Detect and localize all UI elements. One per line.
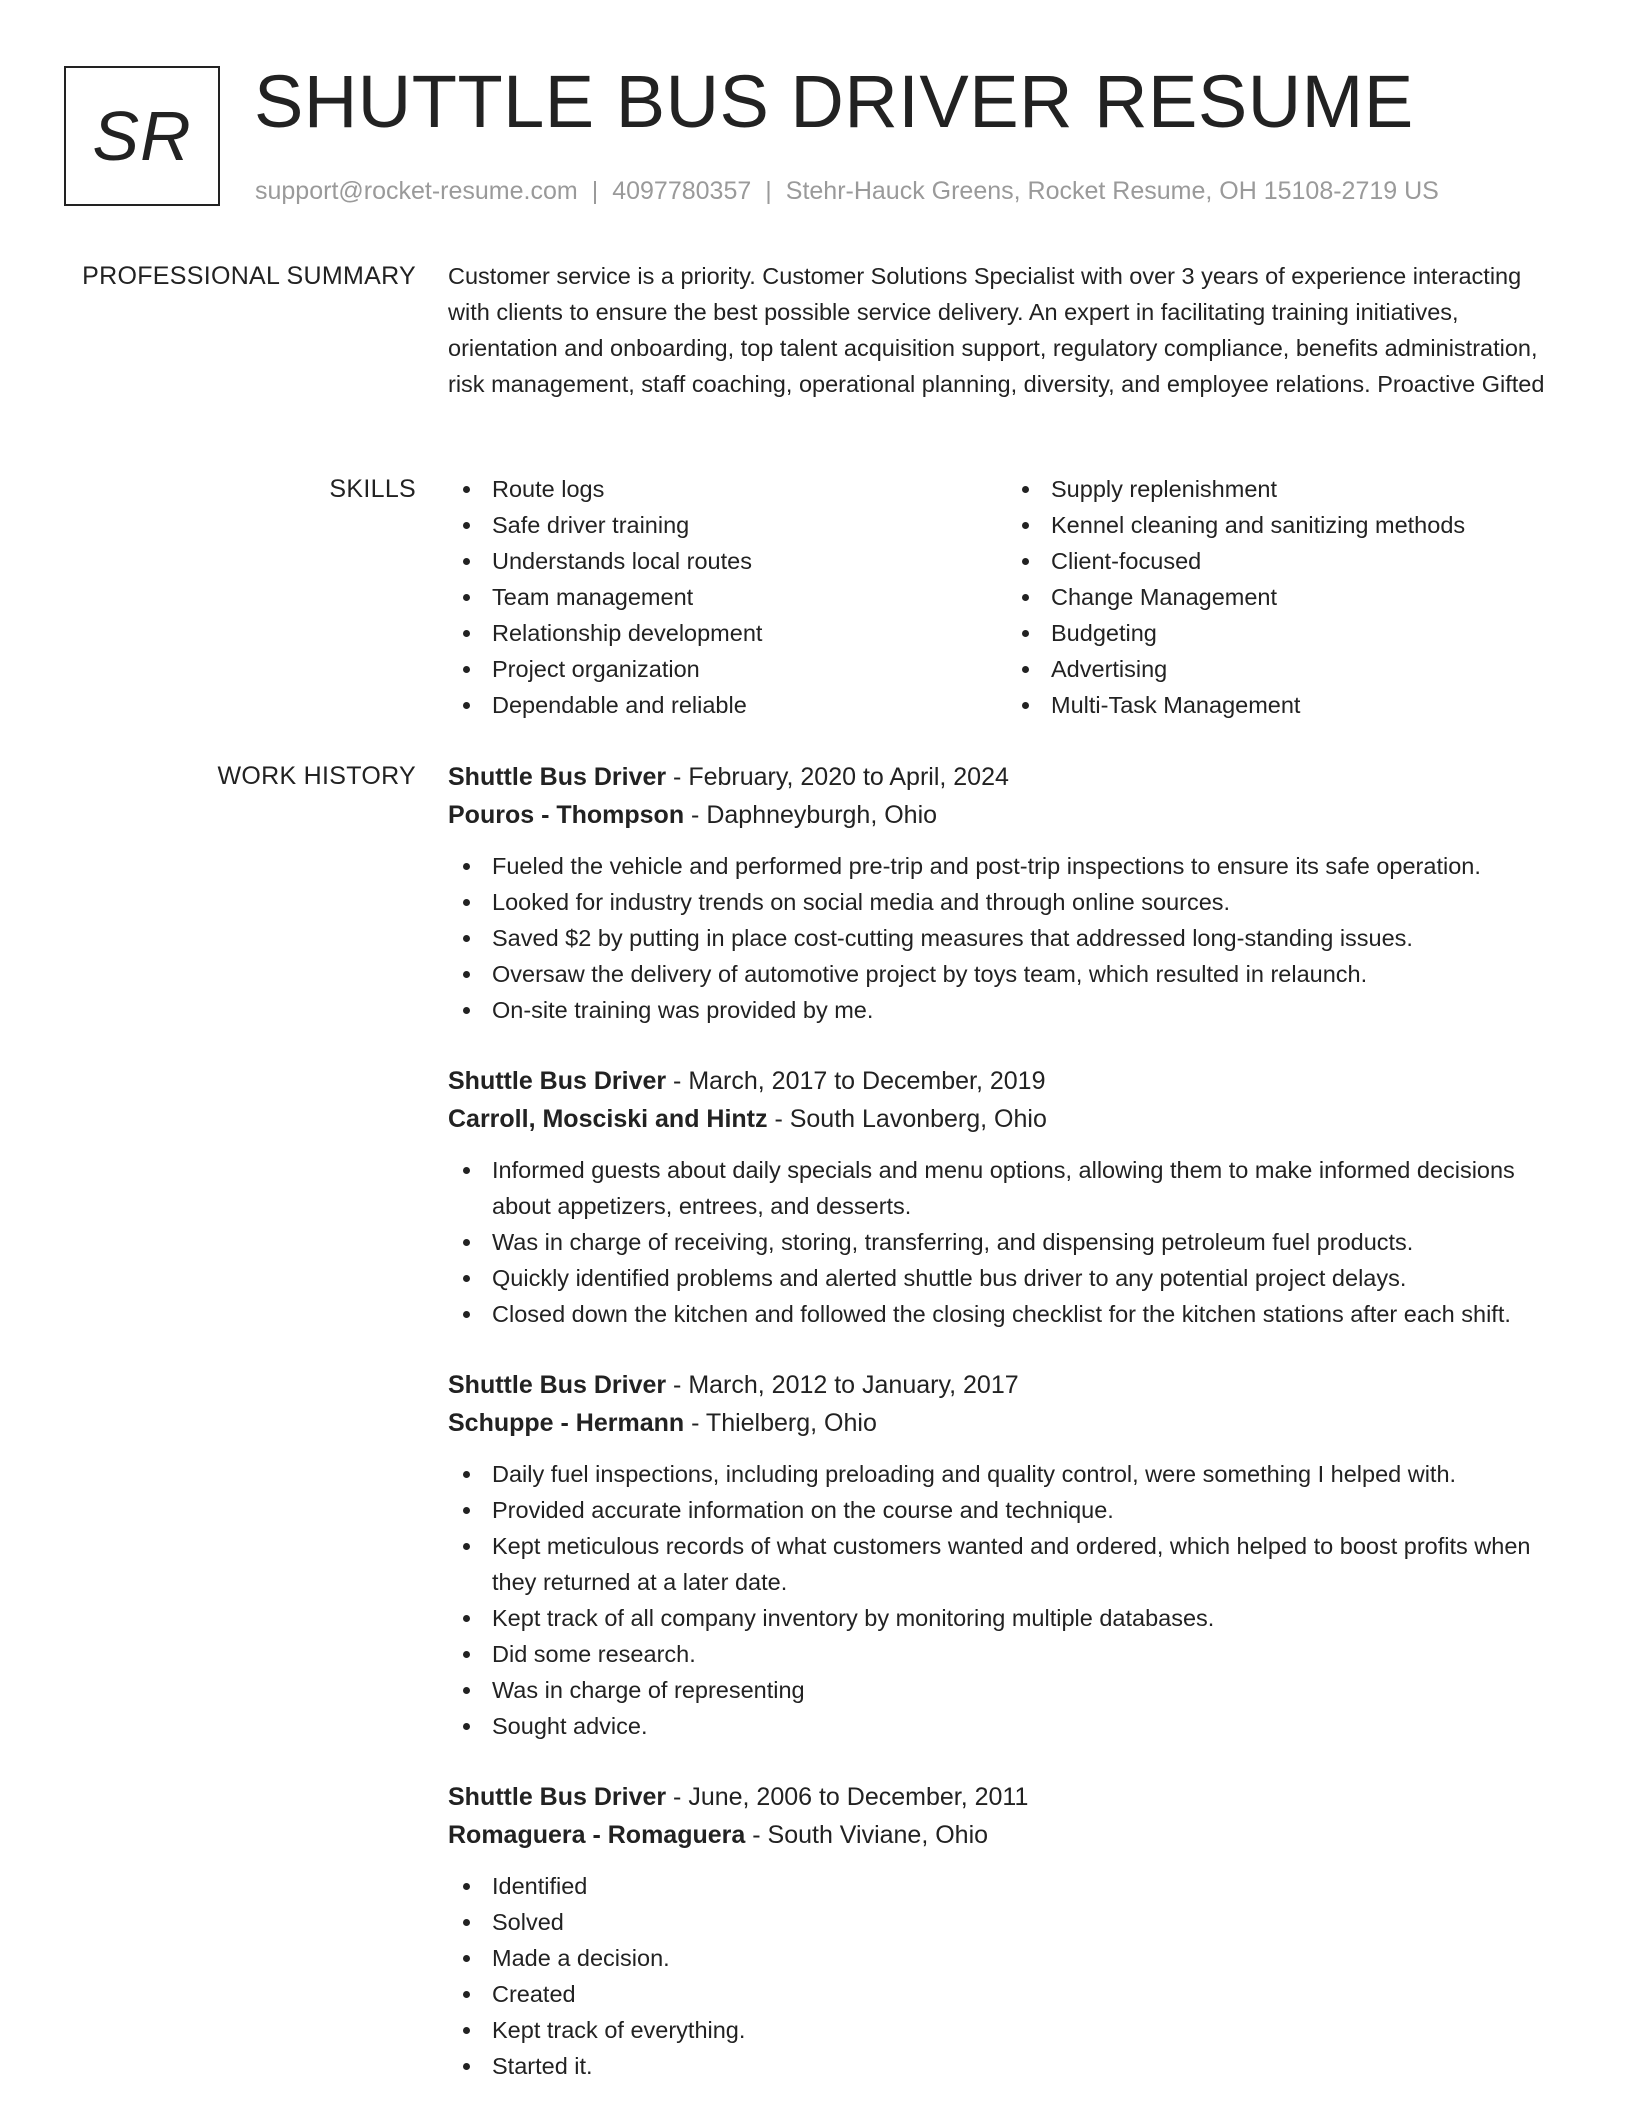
contact-separator: | <box>591 177 599 205</box>
job-location: - Thielberg, Ohio <box>684 1409 877 1437</box>
work-history-heading: WORK HISTORY <box>217 762 416 790</box>
skill-item: Safe driver training <box>492 507 1007 543</box>
monogram-initials: SR <box>92 97 192 175</box>
job-company-line <box>448 796 1566 834</box>
job-title: Shuttle Bus Driver <box>448 1067 667 1095</box>
job-company-line <box>448 1100 1566 1138</box>
job-bullet: Closed down the kitchen and followed the closing checklist for the kitchen stations after each shift. <box>492 1296 1566 1332</box>
skill-item: Dependable and reliable <box>492 687 1007 723</box>
job-dates: - March, 2012 to January, 2017 <box>666 1371 1019 1399</box>
job-title: Shuttle Bus Driver <box>448 763 667 791</box>
job-bullet: Did some research. <box>492 1636 1566 1672</box>
job-bullet: On-site training was provided by me. <box>492 992 1566 1028</box>
skill-item: Project organization <box>492 651 1007 687</box>
job-bullets <box>448 1868 1566 2084</box>
contact-phone: 4097780357 <box>612 177 752 205</box>
skill-item: Supply replenishment <box>1051 471 1566 507</box>
job-bullet: Sought advice. <box>492 1708 1566 1744</box>
job-location: - South Viviane, Ohio <box>745 1821 989 1849</box>
skill-item: Kennel cleaning and sanitizing methods <box>1051 507 1566 543</box>
contact-line <box>255 175 1439 207</box>
job-title-line <box>448 758 1566 796</box>
skills-heading: SKILLS <box>329 475 416 503</box>
page-title: SHUTTLE BUS DRIVER RESUME <box>254 60 1414 143</box>
job-bullet: Daily fuel inspections, including preloading and quality control, were something I helped with. <box>492 1456 1566 1492</box>
skills-body <box>448 471 1566 723</box>
job-company: Schuppe - Hermann <box>448 1409 685 1437</box>
job-company-line <box>448 1816 1566 1854</box>
skills-left-list <box>448 471 1007 723</box>
job-company: Carroll, Mosciski and Hintz <box>448 1105 768 1133</box>
job-location: - Daphneyburgh, Ohio <box>684 801 938 829</box>
job-bullet: Was in charge of receiving, storing, transferring, and dispensing petroleum fuel products. <box>492 1224 1566 1260</box>
contact-address: Stehr-Hauck Greens, Rocket Resume, OH 15108-2719 US <box>785 177 1439 205</box>
job-bullet: Looked for industry trends on social media and through online sources. <box>492 884 1566 920</box>
contact-email: support@rocket-resume.com <box>255 177 578 205</box>
job-company-line <box>448 1404 1566 1442</box>
skill-item: Team management <box>492 579 1007 615</box>
skills-columns <box>448 471 1566 723</box>
job-bullet: Solved <box>492 1904 1566 1940</box>
summary-text: Customer service is a priority. Customer Solutions Specialist with over 3 years of experience interacting with clients to ensure the best possible service delivery. An expert in facilitating training initiatives, orientation and onboarding, top talent acquisition support, regulatory compliance, benefits administration, risk management, staff coaching, operational planning, diversity, and employee relations. Proactive Gifted <box>448 263 1545 397</box>
job-company: Pouros - Thompson <box>448 801 685 829</box>
job-entry <box>448 1366 1566 1744</box>
job-bullet: Oversaw the delivery of automotive project by toys team, which resulted in relaunch. <box>492 956 1566 992</box>
job-dates: - March, 2017 to December, 2019 <box>666 1067 1046 1095</box>
job-entry <box>448 758 1566 1028</box>
job-bullet: Provided accurate information on the course and technique. <box>492 1492 1566 1528</box>
summary-heading: PROFESSIONAL SUMMARY <box>82 262 416 290</box>
skill-item: Advertising <box>1051 651 1566 687</box>
summary-body <box>448 258 1566 402</box>
job-bullet: Made a decision. <box>492 1940 1566 1976</box>
monogram-logo <box>64 66 220 206</box>
job-dates: - June, 2006 to December, 2011 <box>666 1783 1029 1811</box>
job-location: - South Lavonberg, Ohio <box>767 1105 1047 1133</box>
job-bullet: Kept track of everything. <box>492 2012 1566 2048</box>
job-bullet: Identified <box>492 1868 1566 1904</box>
skill-item: Understands local routes <box>492 543 1007 579</box>
job-bullet: Quickly identified problems and alerted shuttle bus driver to any potential project delays. <box>492 1260 1566 1296</box>
contact-separator: | <box>765 177 772 205</box>
job-company: Romaguera - Romaguera <box>448 1821 746 1849</box>
job-bullet: Was in charge of representing <box>492 1672 1566 1708</box>
job-entry <box>448 1778 1566 2084</box>
work-history-body <box>448 758 1566 2118</box>
job-dates: - February, 2020 to April, 2024 <box>666 763 1009 791</box>
skill-item: Change Management <box>1051 579 1566 615</box>
skill-item: Route logs <box>492 471 1007 507</box>
job-title: Shuttle Bus Driver <box>448 1371 667 1399</box>
job-bullets <box>448 848 1566 1028</box>
skill-item: Client-focused <box>1051 543 1566 579</box>
job-bullet: Started it. <box>492 2048 1566 2084</box>
job-bullet: Kept meticulous records of what customers wanted and ordered, which helped to boost profits when they returned at a later date. <box>492 1528 1566 1600</box>
job-bullet: Informed guests about daily specials and menu options, allowing them to make informed decisions about appetizers, entrees, and desserts. <box>492 1152 1566 1224</box>
skills-right-list <box>1007 471 1566 723</box>
skill-item: Relationship development <box>492 615 1007 651</box>
job-bullet: Saved $2 by putting in place cost-cutting measures that addressed long-standing issues. <box>492 920 1566 956</box>
skill-item: Multi-Task Management <box>1051 687 1566 723</box>
job-title: Shuttle Bus Driver <box>448 1783 667 1811</box>
skill-item: Budgeting <box>1051 615 1566 651</box>
job-bullets <box>448 1152 1566 1332</box>
job-bullets <box>448 1456 1566 1744</box>
job-title-line <box>448 1778 1566 1816</box>
job-bullet: Created <box>492 1976 1566 2012</box>
job-entry <box>448 1062 1566 1332</box>
job-title-line <box>448 1366 1566 1404</box>
job-bullet: Kept track of all company inventory by monitoring multiple databases. <box>492 1600 1566 1636</box>
job-bullet: Fueled the vehicle and performed pre-trip and post-trip inspections to ensure its safe operation. <box>492 848 1566 884</box>
job-title-line <box>448 1062 1566 1100</box>
